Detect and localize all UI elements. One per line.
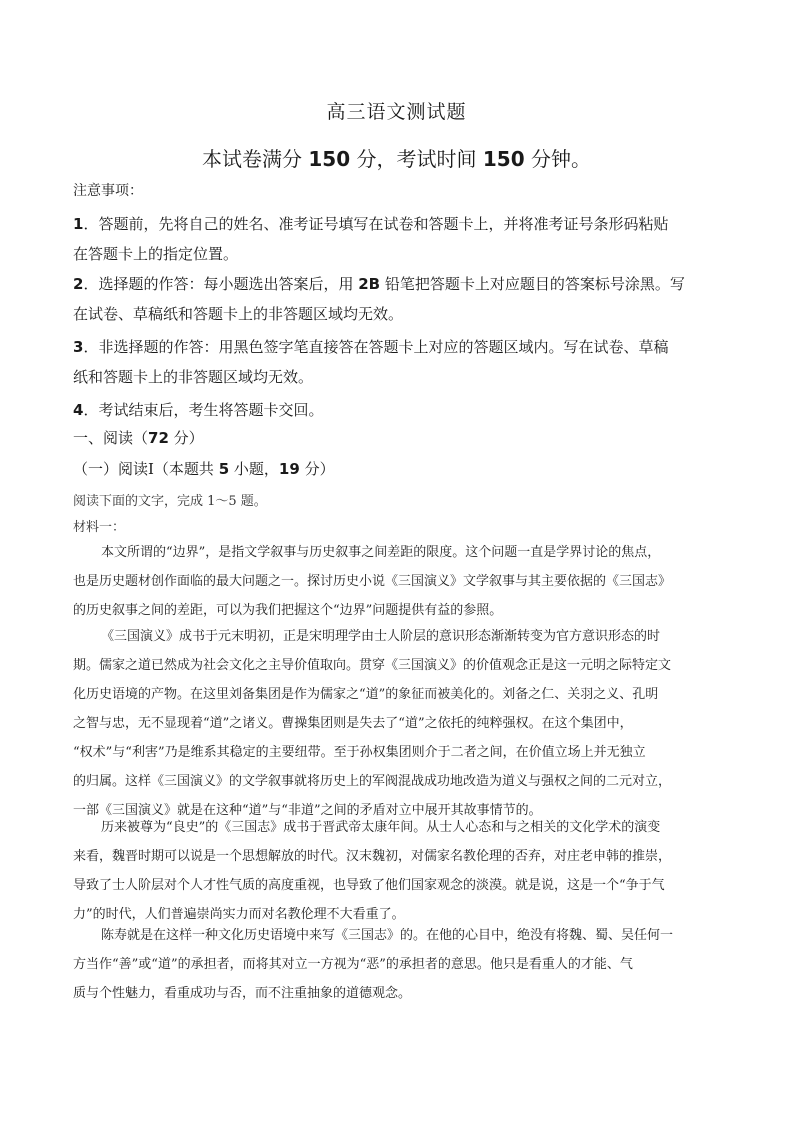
paragraph-line: 方当作“善”或“道”的承担者，而将其对立一方视为“恶”的承担者的意思。他只是看重人的才能、气: [73, 957, 633, 972]
section-heading-reading: [73, 427, 728, 448]
note-item-2: [73, 269, 728, 329]
exam-subtitle: [0, 143, 793, 172]
note-item-4: [73, 395, 728, 425]
paragraph-line: 来看，魏晋时期可以说是一个思想解放的时代。汉末魏初，对儒家名教伦理的否弃，对庄老申韩的推崇，: [73, 849, 672, 864]
paragraph-line: 陈寿就是在这样一种文化历史语境中来写《三国志》的。在他的心目中，绝没有将魏、蜀、吴任何一: [101, 928, 674, 943]
note-number: 1: [73, 215, 84, 233]
subtitle-text-c: 分钟。: [524, 147, 591, 171]
note-text: ．答题前，先将自己的姓名、准考证号填写在试卷和答题卡上，并将准考证号条形码粘贴: [83, 215, 669, 233]
passage-paragraph-4: [73, 921, 728, 1008]
passage-paragraph-2: [73, 622, 728, 825]
page-title: 高三语文测试题: [326, 101, 467, 123]
subsection-heading-reading-1: [73, 458, 728, 479]
paragraph-line: 《三国演义》成书于元末明初，正是宋明理学由士人阶层的意识形态渐渐转变为官方意识形态的时: [101, 629, 661, 644]
subtitle-text-b: 分，考试时间: [350, 147, 483, 171]
note-number: 3: [73, 338, 84, 356]
paragraph-line: 导致了士人阶层对个人才性气质的高度重视，也导致了他们国家观念的淡漠。就是说，这是一个“争于气: [73, 878, 665, 893]
subtitle-text-a: 本试卷满分: [202, 147, 309, 171]
paragraph-line: 的历史叙事之间的差距，可以为我们把握这个“边界”问题提供有益的参照。: [73, 603, 503, 618]
note-text: ．考试结束后，考生将答题卡交回。: [83, 401, 324, 419]
paragraph-line: 期。儒家之道已然成为社会文化之主导价值取向。贯穿《三国演义》的价值观念正是这一元明之际特定文: [73, 658, 672, 673]
paragraph-line: 化历史语境的产物。在这里刘备集团是作为儒家之“道”的象征而被美化的。刘备之仁、关羽之义、孔明: [73, 687, 659, 702]
section-text: 分）: [168, 429, 204, 447]
paragraph-line: 一部《三国演义》就是在这种“道”与“非道”之间的矛盾对立中展开其故事情节的。: [73, 803, 542, 818]
section-score: 72: [148, 429, 169, 447]
note-text: 在试卷、草稿纸和答题卡上的非答题区域均无效。: [73, 305, 404, 323]
paragraph-line: 力”的时代，人们普遍崇尚实力而对名教伦理不大看重了。: [73, 907, 405, 922]
subsection-score: 19: [278, 460, 300, 478]
note-number: 4: [73, 401, 84, 419]
note-item-3: [73, 332, 728, 392]
subsection-text: （一）阅读Ⅰ（本题共: [73, 460, 219, 478]
full-score: 150: [308, 147, 351, 171]
paragraph-line: 的归属。这样《三国演义》的文学叙事就将历史上的军阀混战成功地改造为道义与强权之间的二元对立，: [73, 774, 672, 789]
passage-paragraph-3: [73, 813, 728, 929]
subsection-text: 分）: [299, 460, 335, 478]
subsection-text: 小题，: [229, 460, 279, 478]
paragraph-line: “权术”与“利害”乃是维系其稳定的主要纽带。至于孙权集团则介于二者之间，在价值立场上并无独立: [73, 745, 646, 760]
note-number: 2: [73, 275, 84, 293]
pencil-grade: 2B: [358, 275, 381, 293]
passage-paragraph-1: [73, 538, 728, 625]
note-text: 在答题卡上的指定位置。: [73, 245, 239, 263]
paragraph-line: 之智与忠，无不显现着“道”之诸义。曹操集团则是失去了“道”之依托的纯粹强权。在这个集团中，: [73, 716, 633, 731]
note-text: 纸和答题卡上的非答题区域均无效。: [73, 368, 314, 386]
reading-instruction: 阅读下面的文字，完成 1～5 题。: [73, 494, 267, 509]
question-count: 5: [218, 460, 230, 478]
note-text: ．选择题的作答：每小题选出答案后，用: [83, 275, 359, 293]
paragraph-line: 历来被尊为“良史”的《三国志》成书于晋武帝太康年间。从士人心态和与之相关的文化学术的演变: [101, 820, 661, 835]
note-item-1: [73, 209, 728, 269]
notes-heading: 注意事项：: [73, 183, 143, 199]
paragraph-line: 本文所谓的“边界”，是指文学叙事与历史叙事之间差距的限度。这个问题一直是学界讨论的焦点，: [101, 545, 661, 560]
note-text: ．非选择题的作答：用黑色签字笔直接答在答题卡上对应的答题区域内。写在试卷、草稿: [83, 338, 669, 356]
note-text: 铅笔把答题卡上对应题目的答案标号涂黑。写: [380, 275, 685, 293]
paragraph-line: 也是历史题材创作面临的最大问题之一。探讨历史小说《三国演义》文学叙事与其主要依据的《三国志》: [73, 574, 672, 589]
exam-time: 150: [482, 147, 525, 171]
material-label: 材料一：: [73, 520, 126, 535]
section-text: 一、阅读（: [73, 429, 149, 447]
paragraph-line: 质与个性魅力，看重成功与否，而不注重抽象的道德观念。: [73, 986, 412, 1001]
